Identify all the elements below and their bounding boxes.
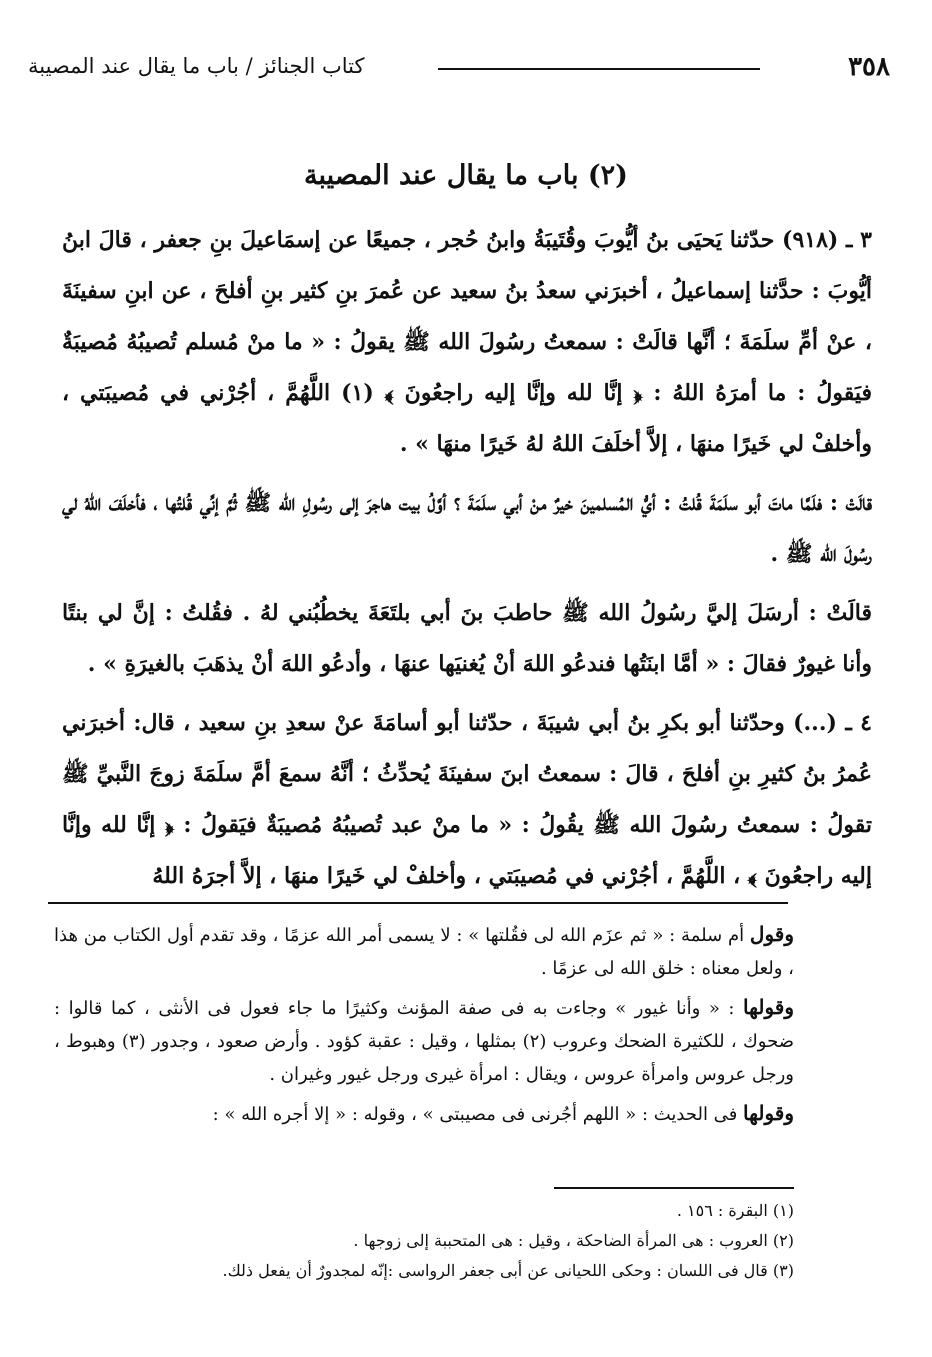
hadith-paragraph: ٣ ـ (٩١٨) حدّثنا يَحيَى بنُ أيُّوبَ وقُتَيبَةُ وابنُ حُجر ، جميعًا عن إسمَاعيلَ بنِ جعفر ، قالَ ابنُ أيُّوبَ : حدَّثنا إسماعيلُ ، أخبرَني سعدُ بنُ سعيد عن عُمرَ بنِ كثير بنِ أفلحَ ، عن ابنِ سفينَةَ ، عنْ أمِّ سلَمَةَ ؛ أنَّها قالَتْ : سمعتُ رسُولَ الله ﷺ يقولُ : « ما منْ مُسلم تُصيبُهُ مُصيبَةٌ فيَقولُ : ما أمرَهُ اللهُ : ﴿ إنَّا لله وإنَّا إليه راجعُونَ ﴾ (١) اللَّهُمَّ ، أجُرْني في مُصيبَتي ، وأخلفْ لي خَيرًا منهَا ، إلاَّ أخلَفَ اللهُ لهُ خَيرًا منهَا » . [62,227,872,457]
header-rule [438,68,760,70]
commentary-lead: وقول [749,922,794,946]
footnote: (٢) العروب : هى المرأة الضاحكة ، وقيل : هى المتحببة إلى زوجها . [353,1231,794,1250]
commentary-text: : « وأنا غيور » وجاءت به فى صفة المؤنث وكثيرًا ما جاء فعول فى الأنثى ، كما قالوا : ضحوك ، للكثيرة الضحك وعروب (٢) بمثلها ، وقيل : عقبة كؤود . وأرض صعود ، وجدور (٣) وهبوط ، ورجل عروس وامرأة عروس ، ويقال : امرأة غيرى ورجل غيور وغيران . [54,998,794,1085]
commentary-text: أم سلمة : « ثم عزَم الله لى فقُلتها » : لا يسمى أمر الله عزمًا ، وقد تقدم أول الكتاب من هذا ، ولعل معناه : خلق الله لى عزمًا . [54,925,794,979]
chapter-title: (٢) باب ما يقال عند المصيبة [304,160,628,191]
footnote-separator [554,1187,794,1189]
page-header [28,52,890,92]
commentary-lead: وقولها [743,1101,794,1125]
footnote: (١) البقرة : ١٥٦ . [676,1201,794,1220]
commentary-paragraph [54,991,794,1091]
hadith-text [62,215,872,910]
footnote: (٣) قال فى اللسان : وحكى اللحيانى عن أبى جعفر الرواسى :إنّه لمجدورٌ أن يفعل ذلك. [222,1261,794,1280]
hadith-paragraph: ٤ ـ (...) وحدّثنا أبو بكرِ بنُ أبي شيبَةَ ، حدّثنا أبو أسامَةَ عنْ سعدِ بنِ سعيد ، قال: أخبرَني عُمرُ بنُ كثيرِ بنِ أفلحَ ، قالَ : سمعتُ ابنَ سفينَةَ يُحدِّثُ ؛ أنَّهُ سمعَ أمَّ سلَمَةَ زوجَ النَّبيِّ ﷺ تقولُ : سمعتُ رسُولَ الله ﷺ يقُولُ : « ما منْ عبد تُصيبُهُ مُصيبَةٌ فيَقولُ : ﴿ إنَّا لله وإنَّا إليه راجعُونَ ﴾ ، اللَّهُمَّ ، أجُرْني في مُصيبَتي ، وأخلفْ لي خَيرًا منهَا ، إلاَّ أجرَهُ اللهُ [62,710,872,889]
footnotes [54,1196,794,1286]
commentary [54,918,794,1137]
commentary-text: فى الحديث : « اللهم أجُرنى فى مصيبتى » ، وقوله : « إلا أجره الله » : [212,1104,738,1125]
commentary-separator [48,902,788,904]
commentary-lead: وقولها [743,995,794,1019]
commentary-paragraph [54,1097,794,1131]
page-number: ٣٥٨ [848,52,890,82]
hadith-paragraph: قالَتْ : أرسَلَ إليَّ رسُولُ الله ﷺ حاطبَ بنَ أبي بلتَعَةَ يخطُبُني لهُ . فقُلتُ : إنَّ لي بنتًا وأنا غيورٌ فقالَ : « أمَّا ابنَتُها فندعُو اللهَ أنْ يُغنيَها عنهَا ، وأدعُو اللهَ أنْ يذهَبَ بالغيرَةِ » . [62,600,872,677]
running-title: كتاب الجنائز / باب ما يقال عند المصيبة [28,54,365,78]
commentary-paragraph [54,918,794,985]
hadith-paragraph: قالَتْ : فلَمَّا ماتَ أبو سلَمَةَ قُلتُ : أيُّ المُسلمينَ خيرٌ منْ أبي سلَمَةَ ؟ أوَّلُ بيت هاجرَ إلى رسُولِ الله ﷺ ثُمَّ إنِّي قُلتُها ، فأخلَفَ اللهُ لي رسُولَ الله ﷺ . [62,490,872,567]
